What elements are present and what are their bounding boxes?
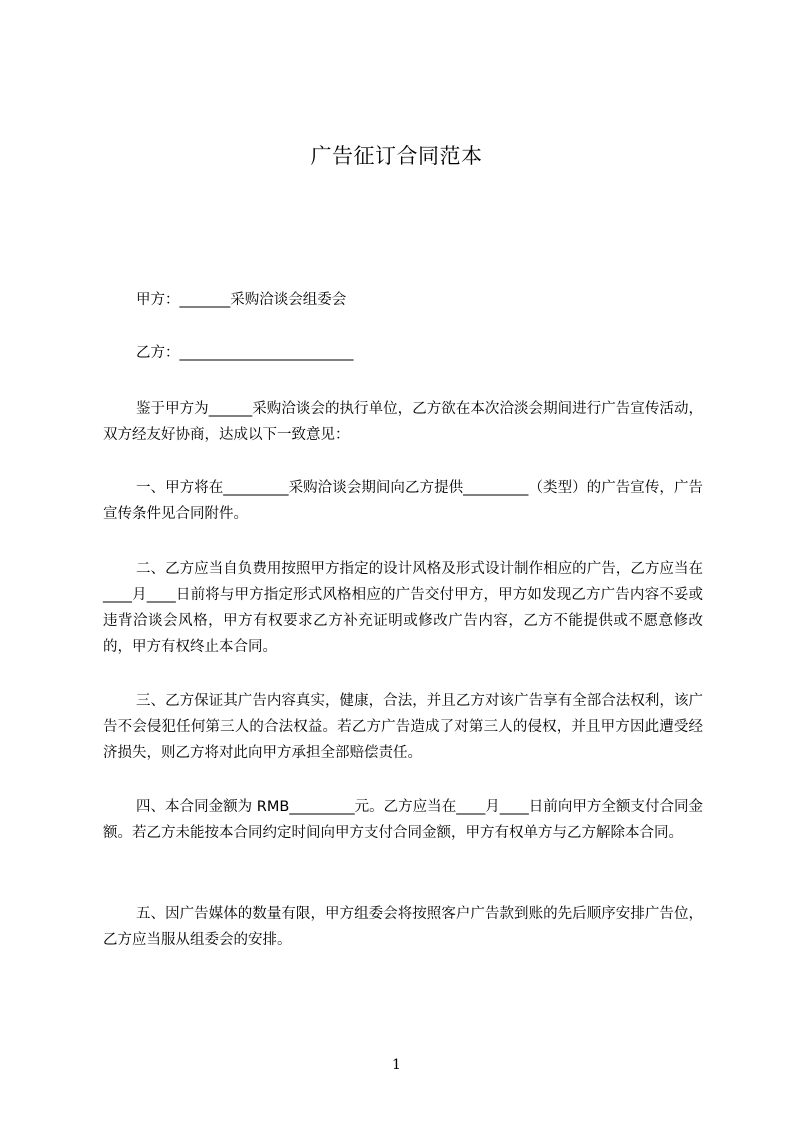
document-title: 广告征订合同范本: [310, 144, 483, 168]
party-b-line: 乙方：________________________: [136, 345, 354, 361]
clause-1-paragraph: 一、甲方将在_________采购洽谈会期间向乙方提供_________（类型）的广告宣传，广告宣传条件见合同附件。: [103, 480, 703, 522]
clause-2-paragraph: 二、乙方应当自负费用按照甲方指定的设计风格及形式设计制作相应的广告，乙方应当在____月____日前将与甲方指定形式风格相应的广告交付甲方，甲方如发现乙方广告内容不妥或违背洽谈会风格，甲方有权要求乙方补充证明或修改广告内容，乙方不能提供或不愿意修改的，甲方有权终止本合同。: [103, 561, 703, 655]
party-a-line: 甲方：_______采购洽谈会组委会: [136, 292, 347, 308]
clause-5-paragraph: 五、因广告媒体的数量有限，甲方组委会将按照客户广告款到账的先后顺序安排广告位，乙方应当服从组委会的安排。: [103, 906, 703, 948]
clause-4-paragraph: 四、本合同金额为 RMB_________元。乙方应当在____月____日前向甲方全额支付合同金额。若乙方未能按本合同约定时间向甲方支付合同金额，甲方有权单方与乙方解除本合同。: [103, 799, 703, 841]
clause-3-paragraph: 三、乙方保证其广告内容真实，健康，合法，并且乙方对该广告享有全部合法权利，该广告不会侵犯任何第三人的合法权益。若乙方广告造成了对第三人的侵权，并且甲方因此遭受经济损失，则乙方将对此向甲方承担全部赔偿责任。: [103, 693, 703, 761]
page-number: 1: [392, 1057, 401, 1073]
preamble-paragraph: 鉴于甲方为______采购洽谈会的执行单位，乙方欲在本次洽淡会期间进行广告宣传活动，双方经友好协商，达成以下一致意见：: [103, 401, 703, 443]
